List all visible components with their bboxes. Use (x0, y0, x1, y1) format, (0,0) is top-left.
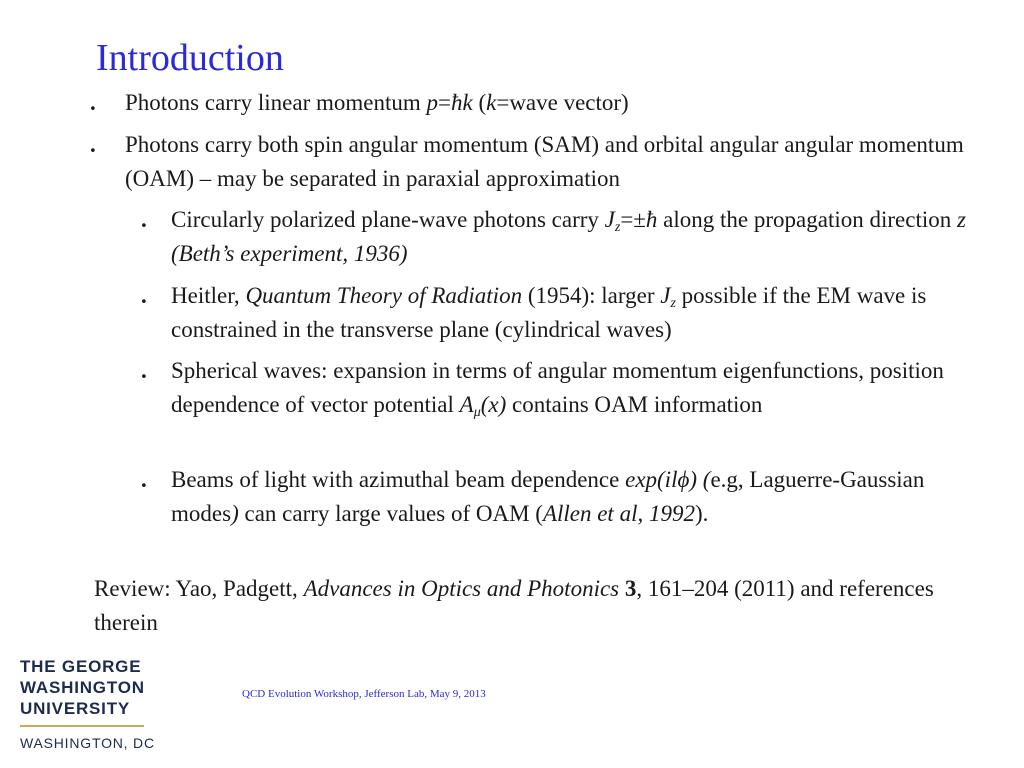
logo-line-1: THE GEORGE (20, 657, 142, 676)
slide-footer: QCD Evolution Workshop, Jefferson Lab, May 9, 2013 (242, 688, 486, 700)
bullet-dot: . (141, 283, 147, 308)
gwu-logo (20, 656, 155, 751)
bullet-dot: . (90, 90, 96, 115)
logo-line-3: UNIVERSITY (20, 699, 131, 718)
logo-divider (20, 725, 144, 727)
review-reference: Review: Yao, Padgett, Advances in Optics and Photonics 3, 161–204 (2011) and references therein (94, 576, 934, 635)
bullet-dot: . (141, 358, 147, 383)
subbullet-beams-of-light: . Beams of light with azimuthal beam dependence exp(ilϕ) (e.g, Laguerre-Gaussian modes) can carry large values of OAM (Allen et al, 1992). (171, 463, 981, 531)
bullet-dot: . (141, 467, 147, 492)
slide-title: Introduction (96, 37, 284, 79)
subbullet-circular-polarization: . Circularly polarized plane-wave photons carry $J_z=\pm ħ$ along the propagation direction z (Beth’s experiment, 1936) (171, 203, 981, 271)
subbullet-heitler: . Heitler, Quantum Theory of Radiation (1954): larger $J_z$ possible if the EM wave is constrained in the transverse plane (cylindrical waves) (171, 279, 981, 347)
bullet-dot: . (141, 207, 147, 232)
logo-line-4: WASHINGTON, DC (20, 735, 155, 751)
bullet-dot: . (90, 132, 96, 157)
bullet-linear-momentum: . Photons carry linear momentum p=ħk (k=wave vector) (125, 86, 975, 120)
subbullet-spherical-waves: . Spherical waves: expansion in terms of angular momentum eigenfunctions, position dependence of vector potential $A_\mu(x)$ contains OAM information (171, 354, 981, 422)
bullet-sam-oam: . Photons carry both spin angular momentum (SAM) and orbital angular angular momentum (OAM) – may be separated in paraxial approximation (125, 128, 975, 196)
logo-line-2: WASHINGTON (20, 678, 145, 697)
